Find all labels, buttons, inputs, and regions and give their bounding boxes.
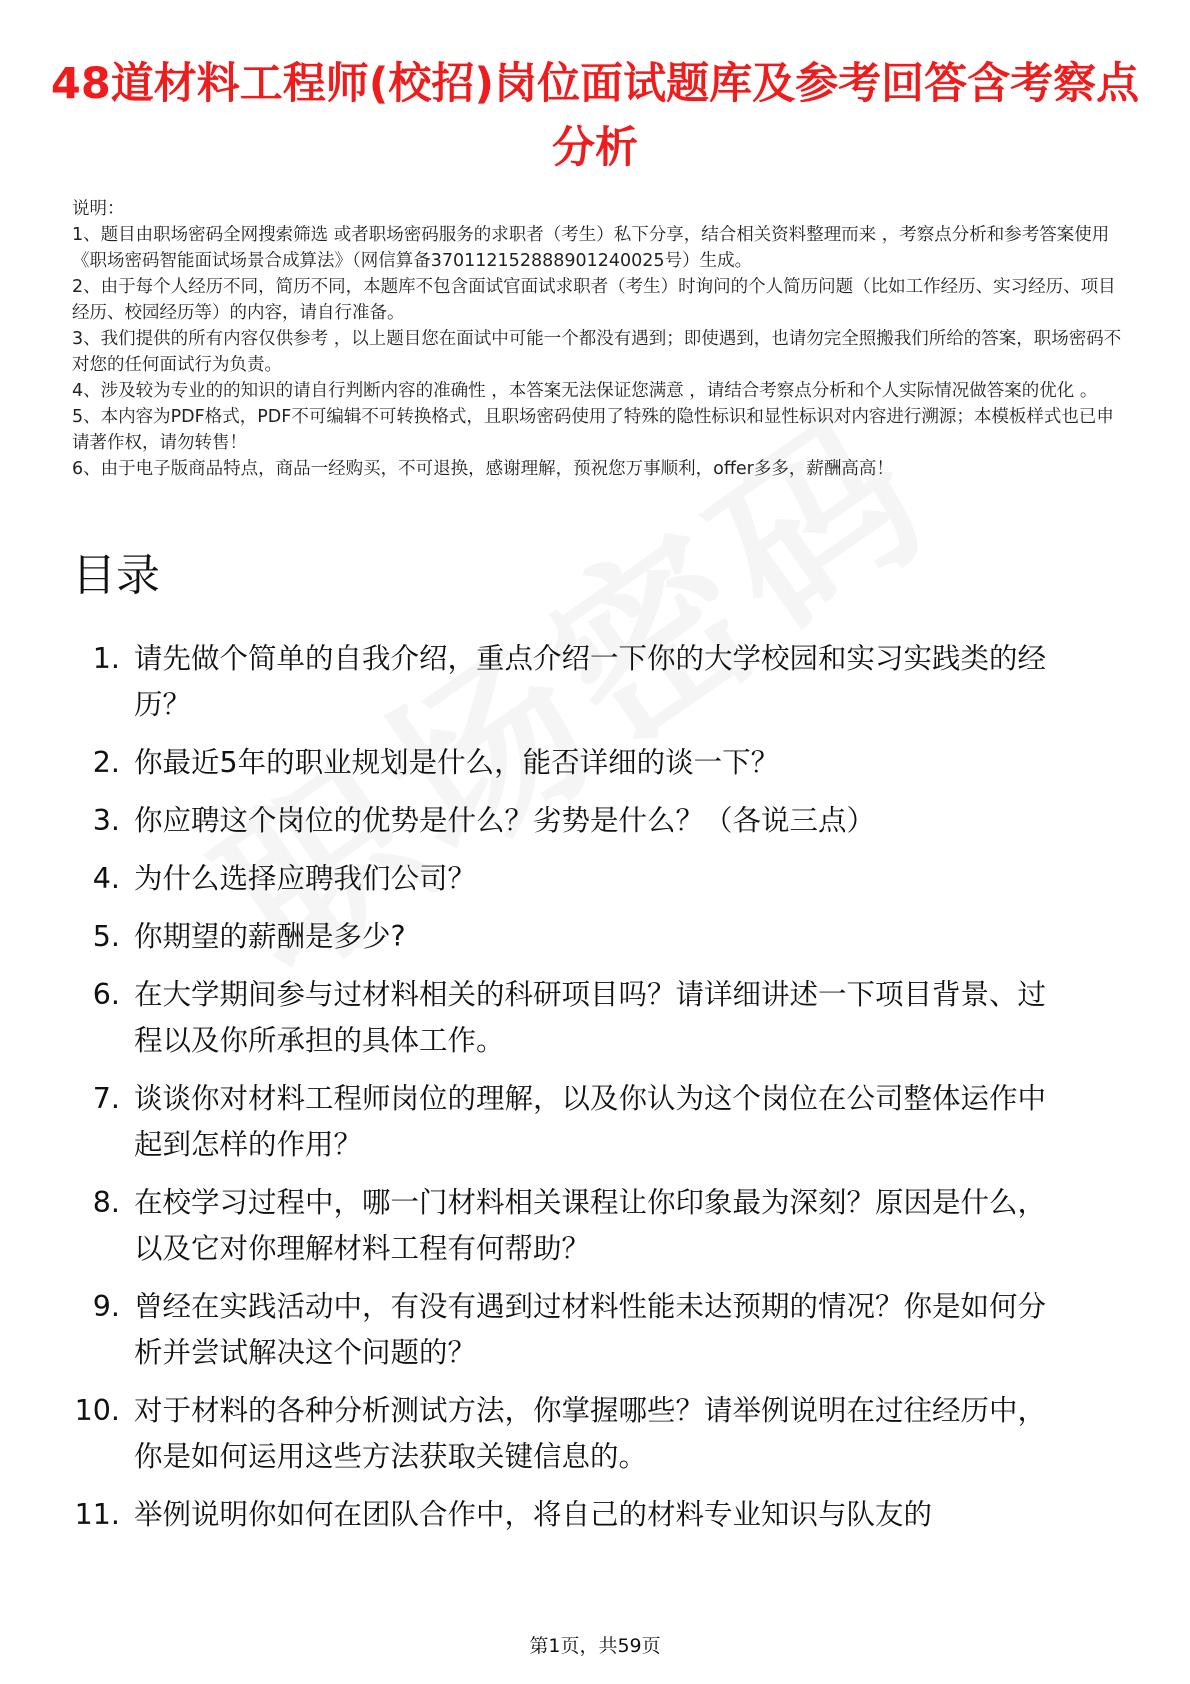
page-footer: 第1页，共59页 [529,1635,661,1657]
toc-item-number: 10. [74,1394,120,1427]
toc-item[interactable] [60,972,1130,1064]
toc-list [60,636,1130,1550]
toc-item-number: 4. [92,862,120,895]
toc-item[interactable] [60,1388,1130,1480]
toc-item[interactable] [60,1076,1130,1168]
note-item: 3、我们提供的所有内容仅供参考 ，以上题目您在面试中可能一个都没有遇到；即使遇到，也请勿完全照搬我们所给的答案，职场密码不对您的任何面试行为负责。 [72,329,1122,375]
toc-item-text: 请先做个简单的自我介绍，重点介绍一下你的大学校园和实习实践类的经历？ [134,642,1047,721]
note-item: 5、本内容为PDF格式，PDF不可编辑不可转换格式，且职场密码使用了特殊的隐性标识和显性标识对内容进行溯源；本模板样式也已申请著作权，请勿转售！ [72,407,1114,453]
toc-item[interactable] [60,914,1130,960]
toc-item-number: 5. [92,920,120,953]
toc-item-text: 举例说明你如何在团队合作中，将自己的材料专业知识与队友的 [134,1498,933,1531]
toc-item-text: 你最近5年的职业规划是什么，能否详细的谈一下？ [134,746,780,779]
toc-item-text: 在大学期间参与过材料相关的科研项目吗？请详细讲述一下项目背景、过程以及你所承担的具体工作。 [134,978,1047,1057]
toc-item-number: 3. [92,804,120,837]
note-item: 4、涉及较为专业的的知识的请自行判断内容的准确性 ，本答案无法保证您满意 ，请结合考察点分析和个人实际情况做答案的优化 。 [72,381,1098,401]
toc-item-number: 11. [74,1498,120,1531]
toc-item-number: 6. [92,978,120,1011]
notes-section [72,196,1122,482]
note-item: 6、由于电子版商品特点，商品一经购买，不可退换，感谢理解，预祝您万事顺利，offer多多，薪酬高高！ [72,459,894,479]
toc-item[interactable] [60,636,1130,728]
toc-item[interactable] [60,1180,1130,1272]
note-item: 1、题目由职场密码全网搜索筛选 或者职场密码服务的求职者（考生）私下分享，结合相关资料整理而来 ，考察点分析和参考答案使用《职场密码智能面试场景合成算法》（网信算备370112152888901240025号）生成。 [72,225,1110,271]
toc-item-number: 9. [92,1290,120,1323]
toc-item-number: 7. [92,1082,120,1115]
toc-item-text: 你应聘这个岗位的优势是什么？劣势是什么？（各说三点） [134,804,876,837]
toc-item[interactable] [60,1284,1130,1376]
toc-heading: 目录 [72,550,160,601]
toc-item[interactable] [60,798,1130,844]
toc-item-number: 1. [92,642,120,675]
toc-item[interactable] [60,1492,1130,1538]
toc-item-text: 为什么选择应聘我们公司？ [134,862,477,895]
toc-item-text: 谈谈你对材料工程师岗位的理解，以及你认为这个岗位在公司整体运作中起到怎样的作用？ [134,1082,1047,1161]
notes-heading: 说明： [72,199,125,219]
toc-item-text: 曾经在实践活动中，有没有遇到过材料性能未达预期的情况？你是如何分析并尝试解决这个问题的？ [134,1290,1047,1369]
toc-item-text: 对于材料的各种分析测试方法，你掌握哪些？请举例说明在过往经历中，你是如何运用这些方法获取关键信息的。 [134,1394,1047,1473]
toc-item-number: 2. [92,746,120,779]
toc-item-text: 在校学习过程中，哪一门材料相关课程让你印象最为深刻？原因是什么，以及它对你理解材料工程有何帮助？ [134,1186,1047,1265]
note-item: 2、由于每个人经历不同，简历不同，本题库不包含面试官面试求职者（考生）时询问的个人简历问题（比如工作经历、实习经历、项目经历、校园经历等）的内容，请自行准备。 [72,277,1116,323]
toc-item[interactable] [60,856,1130,902]
toc-item-text: 你期望的薪酬是多少? [134,920,406,953]
document-title: 48道材料工程师(校招)岗位面试题库及参考回答含考察点分析 [50,59,1140,173]
toc-item[interactable] [60,740,1130,786]
toc-item-number: 8. [92,1186,120,1219]
